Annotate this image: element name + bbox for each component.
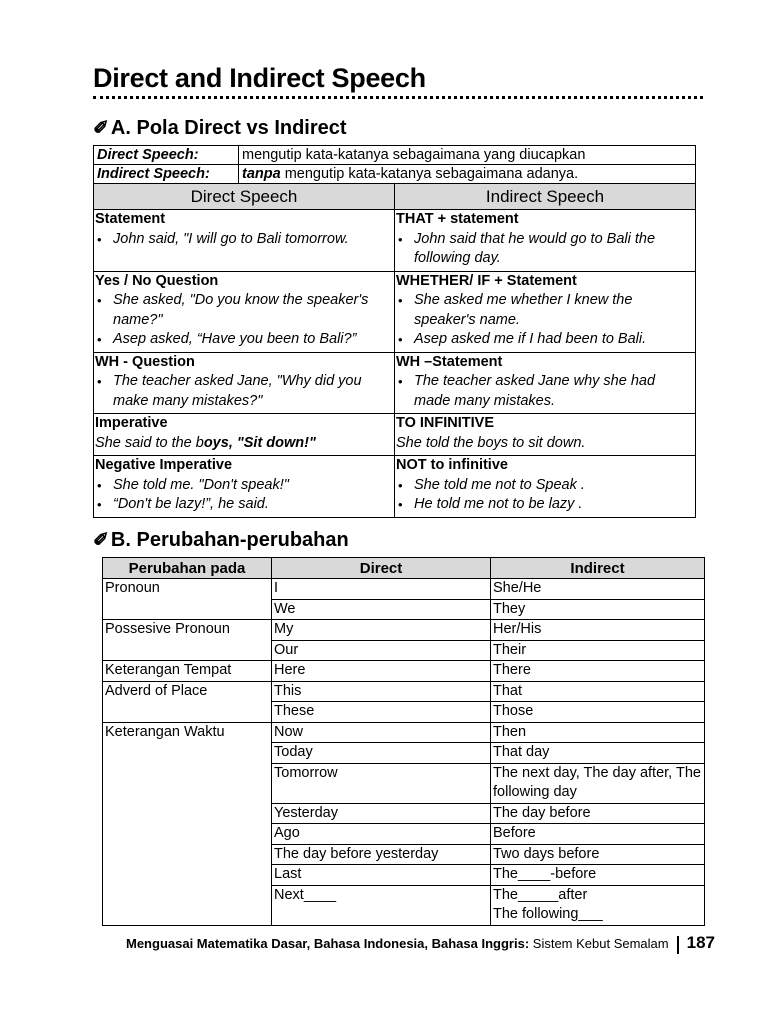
header-indirect-speech: Indirect Speech [395,184,696,210]
page-number: 187 [686,933,715,952]
indirect-cell: That day [491,743,705,764]
category-cell [103,743,272,764]
pattern-category: NOT to infinitive [396,457,508,473]
definition-desc [239,165,696,184]
indirect-cell: The_____after The following___ [491,885,705,925]
direct-cell: Today [272,743,491,764]
definition-desc-text: mengutip kata-katanya sebagaimana adanya. [280,166,579,182]
table-row [103,661,705,682]
indirect-cell: Those [491,702,705,723]
category-cell [103,824,272,845]
comparison-row [94,414,696,456]
indirect-cell: Their [491,640,705,661]
example-sentence: • She told me not to Speak . [396,476,693,496]
comparison-row [94,352,696,414]
table-row [103,885,705,925]
header-perubahan-pada: Perubahan pada [103,558,272,579]
header-direct: Direct [272,558,491,579]
indirect-cell: Her/His [491,620,705,641]
indirect-cell: The next day, The day after, The following day [491,763,705,803]
category-cell: Keterangan Waktu [103,722,272,743]
indirect-cell [395,271,696,352]
pencil-icon: ✐ [93,118,109,139]
pattern-category: THAT + statement [396,211,519,227]
example-sentence: • John said that he would go to Bali the following day. [396,230,693,269]
definition-row [94,146,696,165]
example-sentence: • She told me. "Don't speak!" [95,476,392,496]
direct-cell [94,210,395,272]
indirect-cell: There [491,661,705,682]
category-cell [103,865,272,886]
example-sentence: • He told me not to be lazy . [396,495,693,515]
indirect-cell: The day before [491,803,705,824]
pattern-category: Statement [95,211,166,227]
example-sentence: • Asep asked, “Have you been to Bali?” [95,330,392,350]
page-footer [126,933,715,954]
definition-table [93,145,696,184]
indirect-cell: That [491,681,705,702]
example-sentence: • The teacher asked Jane, "Why did you make many mistakes?" [95,372,392,411]
table-row [103,579,705,600]
pattern-category: Imperative [95,415,168,431]
pattern-category: Yes / No Question [95,272,219,289]
direct-cell: Now [272,722,491,743]
definition-desc-prefix: tanpa [242,166,281,182]
page-title: Direct and Indirect Speech [93,62,703,99]
section-a-title [93,115,347,142]
header-indirect: Indirect [491,558,705,579]
table-row [103,702,705,723]
definition-desc [239,146,696,165]
section-b-title [93,527,349,554]
indirect-cell: Two days before [491,844,705,865]
table-row [103,865,705,886]
footer-book-title: Menguasai Matematika Dasar, Bahasa Indonesia, Bahasa Inggris: [126,936,530,951]
category-cell: Pronoun [103,579,272,600]
direct-cell [94,414,395,456]
example-sentence: • John said, "I will go to Bali tomorrow. [95,230,392,250]
footer-subtitle: Sistem Kebut Semalam [529,936,669,951]
comparison-row [94,210,696,272]
example-sentence: • “Don't be lazy!”, he said. [95,495,392,515]
indirect-cell [395,352,696,414]
example-sentence: • She asked, "Do you know the speaker's name?" [95,291,392,330]
category-cell [103,803,272,824]
definition-row [94,165,696,184]
direct-cell [94,456,395,518]
category-cell [103,885,272,925]
direct-cell: Tomorrow [272,763,491,803]
comparison-row [94,271,696,352]
direct-cell: I [272,579,491,600]
indirect-cell [395,414,696,456]
indirect-cell: They [491,599,705,620]
category-cell: Possesive Pronoun [103,620,272,641]
direct-cell: Next____ [272,885,491,925]
example-sentence [95,434,392,454]
table-row [103,844,705,865]
section-b-title-text: B. Perubahan-perubahan [110,529,349,551]
direct-cell: These [272,702,491,723]
example-sentence: She told the boys to sit down. [396,434,586,451]
direct-cell [94,352,395,414]
table-row [103,599,705,620]
direct-cell: We [272,599,491,620]
pattern-category: Negative Imperative [95,457,233,473]
table-row [103,620,705,641]
table-row [103,681,705,702]
example-bold: oys, "Sit down!" [203,434,316,451]
table-row [103,824,705,845]
indirect-cell: Before [491,824,705,845]
table-row [103,763,705,803]
example-prefix: She said to the b [95,434,204,451]
example-sentence: • Asep asked me if I had been to Bali. [396,330,693,350]
direct-cell: Last [272,865,491,886]
footer-separator [677,936,679,954]
category-cell [103,599,272,620]
table-row [103,722,705,743]
direct-cell: Our [272,640,491,661]
table-row [103,640,705,661]
category-cell: Adverd of Place [103,681,272,702]
direct-cell: The day before yesterday [272,844,491,865]
direct-cell: This [272,681,491,702]
pattern-category: WH - Question [95,353,195,370]
direct-cell: Here [272,661,491,682]
definition-desc-text: mengutip kata-katanya sebagaimana yang diucapkan [242,147,586,163]
table-row [103,803,705,824]
pattern-category: WHETHER/ IF + Statement [396,272,577,289]
category-cell [103,763,272,803]
comparison-table [93,183,696,518]
example-sentence: • The teacher asked Jane why she had made many mistakes. [396,372,693,411]
direct-cell: Yesterday [272,803,491,824]
direct-cell: My [272,620,491,641]
header-direct-speech: Direct Speech [94,184,395,210]
indirect-cell: The____-before [491,865,705,886]
category-cell: Keterangan Tempat [103,661,272,682]
category-cell [103,702,272,723]
table-row [103,743,705,764]
indirect-cell: She/He [491,579,705,600]
comparison-row [94,456,696,518]
indirect-cell [395,456,696,518]
example-sentence: • She asked me whether I knew the speaker's name. [396,291,693,330]
pattern-category: TO INFINITIVE [396,415,495,431]
category-cell [103,640,272,661]
indirect-cell: Then [491,722,705,743]
section-a-title-text: A. Pola Direct vs Indirect [110,117,347,139]
pattern-category: WH –Statement [396,353,503,370]
definition-term: Indirect Speech: [94,165,239,184]
pencil-icon: ✐ [93,530,109,551]
direct-cell: Ago [272,824,491,845]
category-cell [103,844,272,865]
direct-cell [94,271,395,352]
indirect-cell [395,210,696,272]
changes-table [102,557,705,926]
definition-term: Direct Speech: [94,146,239,165]
